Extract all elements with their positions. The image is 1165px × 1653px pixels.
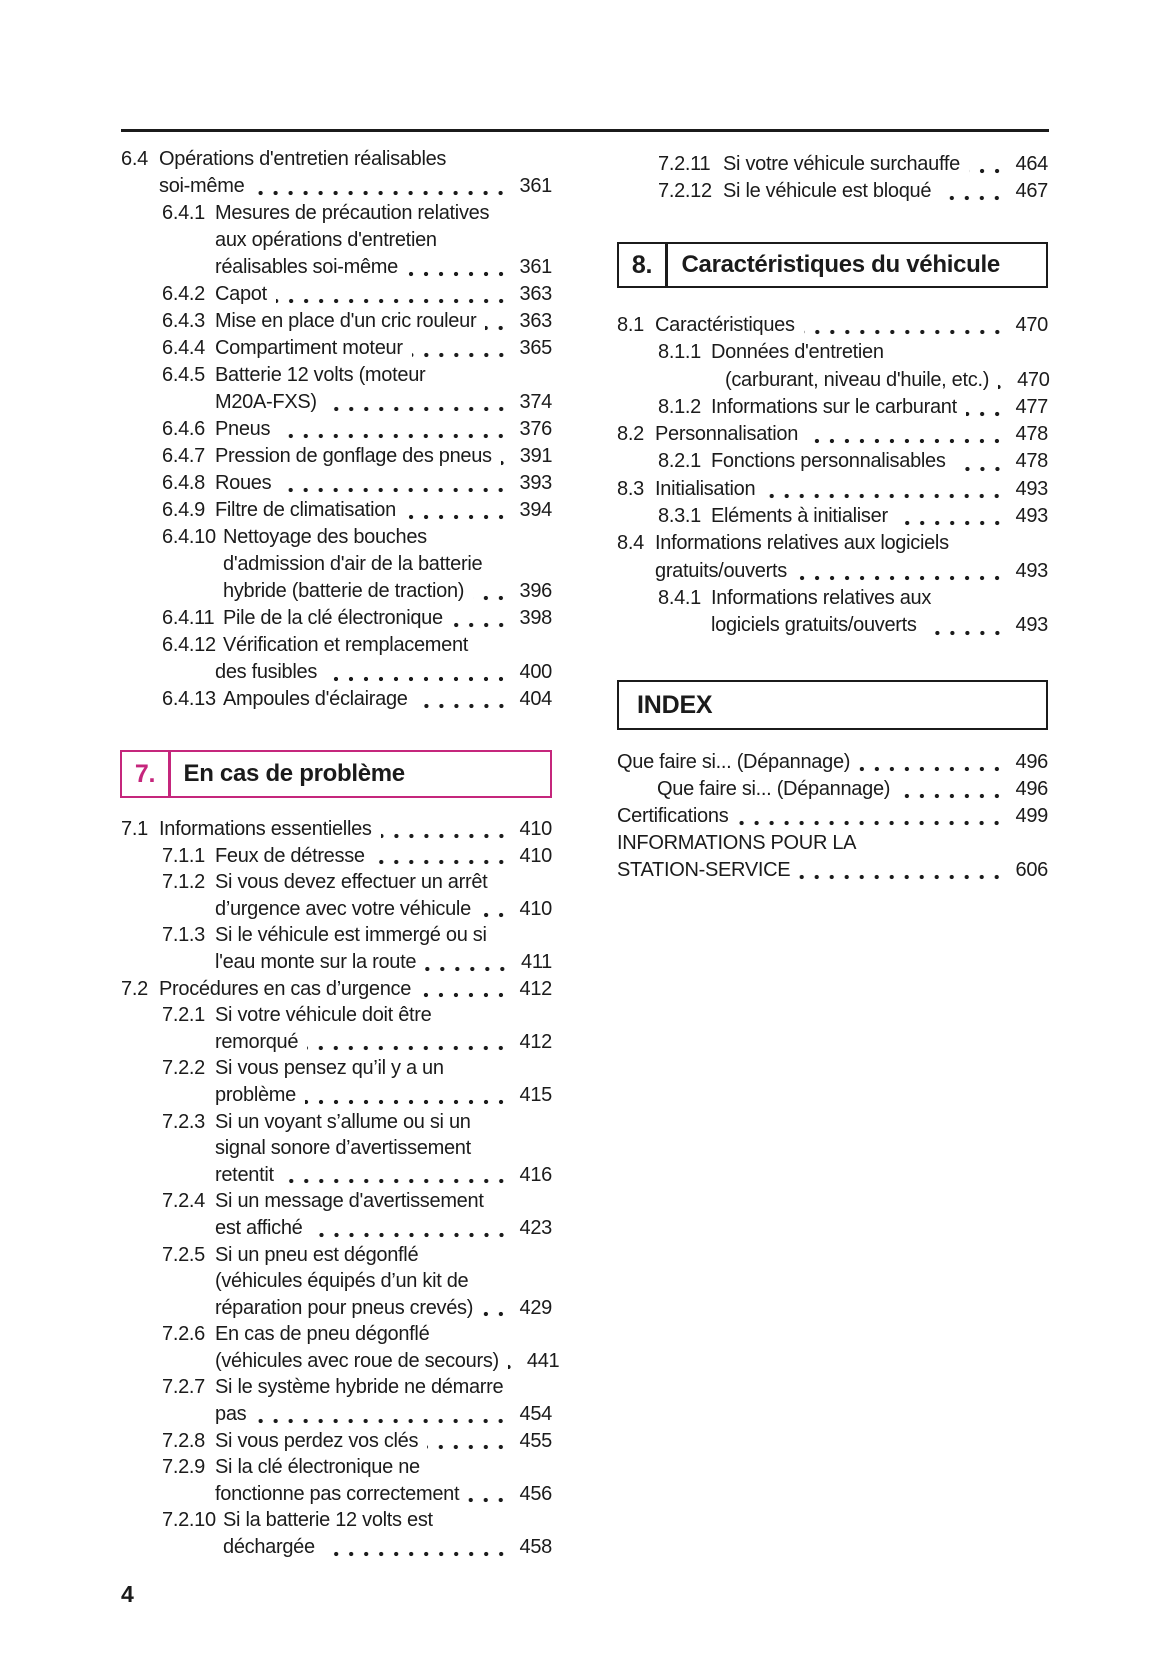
entry-page-number: 456 (519, 1482, 552, 1505)
toc-right-column-upper (617, 151, 1048, 205)
entry-page-number: 441 (526, 1349, 560, 1372)
entry-text: Nettoyage des bouches (223, 526, 427, 548)
toc-entry-line (121, 146, 552, 173)
toc-entry-line (617, 749, 1048, 776)
entry-text: Que faire si... (Dépannage) (617, 751, 851, 773)
dot-leader (276, 281, 509, 308)
entry-text: Données d'entretien (711, 341, 884, 364)
entry-number: 8.1 (617, 314, 644, 336)
dot-leader (420, 976, 508, 1003)
entry-text: Procédures en cas d’urgence (159, 977, 412, 1000)
entry-text: Capot (215, 283, 267, 305)
toc-entry-line (121, 254, 552, 281)
dot-leader (255, 1401, 508, 1428)
toc-entry-line (121, 578, 552, 605)
toc-entry-line (617, 803, 1048, 830)
dot-leader (804, 312, 1005, 339)
entry-page-number: 477 (1015, 395, 1048, 418)
toc-entry-line (121, 335, 552, 362)
entry-number: 6.4.9 (162, 499, 205, 521)
toc-entry-line (121, 1454, 552, 1481)
entry-text: pas (215, 1403, 247, 1426)
entry-text: réalisables soi-même (215, 256, 398, 278)
section-7-heading-box (120, 750, 552, 798)
entry-page-number: 393 (519, 472, 552, 494)
entry-page-number: 361 (519, 175, 552, 197)
entry-number: 7.1.3 (162, 924, 205, 947)
dot-leader (425, 949, 510, 976)
toc-entry-line (121, 200, 552, 227)
entry-text: Informations sur le carburant (711, 395, 957, 418)
entry-number: 6.4 (121, 148, 148, 170)
toc-entry-line (617, 476, 1048, 503)
dot-leader (283, 1162, 509, 1189)
entry-number: 8.3.1 (658, 505, 701, 528)
entry-page-number: 411 (521, 950, 552, 973)
dot-leader (764, 476, 1004, 503)
entry-number: 6.4.1 (162, 202, 205, 224)
entry-number: 6.4.10 (162, 526, 216, 548)
dot-leader (280, 470, 508, 497)
entry-text: réparation pour pneus crevés) (215, 1296, 474, 1319)
entry-page-number: 376 (519, 418, 552, 440)
toc-entry-line (121, 497, 552, 524)
entry-number: 6.4.3 (162, 310, 205, 332)
index-title: INDEX (637, 690, 713, 719)
entry-text: remorqué (215, 1030, 299, 1053)
entry-page-number: 412 (519, 1030, 552, 1053)
entry-page-number: 365 (519, 337, 552, 359)
toc-entry-line (617, 585, 1048, 612)
entry-text: M20A-FXS) (215, 391, 317, 413)
entry-text: Initialisation (655, 477, 756, 500)
entry-text: Personnalisation (655, 423, 799, 446)
entry-text: des fusibles (215, 661, 318, 683)
entry-number: 8.1.2 (658, 395, 701, 418)
toc-entry-line (121, 1162, 552, 1189)
entry-number: 8.3 (617, 477, 644, 500)
entry-page-number: 470 (1015, 314, 1048, 336)
dot-leader (737, 803, 1004, 830)
entry-text: Si votre véhicule surchauffe (723, 153, 960, 175)
dot-leader (407, 254, 509, 281)
entry-text: Pile de la clé électronique (223, 607, 443, 629)
dot-leader (899, 776, 1004, 803)
entry-number: 7.1.1 (162, 844, 205, 867)
section-8-heading-box (617, 242, 1048, 288)
entry-text: Informations relatives aux logiciels (655, 532, 949, 555)
toc-entry-line (121, 1215, 552, 1242)
entry-page-number: 499 (1015, 805, 1048, 827)
entry-text: Mesures de précaution relatives (215, 202, 490, 224)
entry-text: Fonctions personnalisables (711, 450, 946, 473)
entry-text: Si un message d'avertissement (215, 1190, 484, 1213)
toc-entry-line (121, 1507, 552, 1534)
dot-leader (799, 857, 1004, 884)
toc-entry-line (617, 312, 1048, 339)
entry-text: (carburant, niveau d'huile, etc.) (725, 368, 990, 391)
dot-leader (473, 578, 508, 605)
toc-left-column-upper (121, 146, 552, 713)
entry-text: Caractéristiques (655, 314, 795, 336)
entry-page-number: 363 (519, 310, 552, 332)
entry-number: 7.2.3 (162, 1110, 205, 1133)
entry-number: 6.4.13 (162, 688, 216, 710)
entry-text: Si un pneu est dégonflé (215, 1243, 419, 1266)
entry-number: 6.4.4 (162, 337, 205, 359)
entry-page-number: 400 (519, 661, 552, 683)
entry-page-number: 467 (1015, 180, 1048, 202)
entry-text: (véhicules avec roue de secours) (215, 1349, 499, 1372)
toc-entry-line (121, 1321, 552, 1348)
toc-entry-line (121, 551, 552, 578)
toc-entry-line (121, 922, 552, 949)
toc-entry-line (617, 830, 1048, 857)
toc-entry-line (121, 308, 552, 335)
toc-entry-line (617, 394, 1048, 421)
entry-number: 7.2.1 (162, 1004, 205, 1027)
dot-leader (412, 335, 509, 362)
entry-text: d’urgence avec votre véhicule (215, 897, 471, 920)
entry-number: 6.4.2 (162, 283, 205, 305)
entry-page-number: 416 (519, 1163, 552, 1186)
entry-text: fonctionne pas correctement (215, 1482, 460, 1505)
entry-text: l'eau monte sur la route (215, 950, 417, 973)
entry-text: gratuits/ouverts (655, 559, 787, 582)
entry-number: 7.2.12 (658, 180, 712, 202)
section-number: 7. (134, 759, 156, 788)
entry-text: Si vous devez effectuer un arrêt (215, 871, 488, 894)
entry-text: problème (215, 1083, 296, 1106)
toc-entry-line (121, 281, 552, 308)
dot-leader (326, 389, 509, 416)
dot-leader (374, 843, 509, 870)
entry-number: 7.2.4 (162, 1190, 205, 1213)
entry-number: 6.4.5 (162, 364, 205, 386)
dot-leader (508, 1348, 516, 1375)
entry-number: 6.4.8 (162, 472, 205, 494)
dot-leader (253, 173, 508, 200)
toc-entry-line (121, 1428, 552, 1455)
toc-entry-line (121, 1374, 552, 1401)
entry-text: retentit (215, 1163, 274, 1186)
entry-number: 7.2.6 (162, 1323, 205, 1346)
toc-entry-line (121, 1481, 552, 1508)
toc-entry-line (617, 857, 1048, 884)
dot-leader (501, 443, 509, 470)
toc-entry-line (617, 339, 1048, 366)
section-title: Caractéristiques du véhicule (681, 251, 1000, 278)
entry-number: 6.4.7 (162, 445, 205, 467)
dot-leader (859, 749, 1004, 776)
toc-entry-line (121, 362, 552, 389)
entry-number: 7.2.8 (162, 1429, 205, 1452)
toc-entry-line (121, 1295, 552, 1322)
entry-page-number: 415 (519, 1083, 552, 1106)
entry-text: Si la clé électronique ne (215, 1456, 420, 1479)
entry-number: 8.1.1 (658, 341, 701, 364)
dot-leader (482, 1295, 508, 1322)
entry-text: Feux de détresse (215, 844, 365, 867)
toc-entry-line (617, 367, 1048, 394)
dot-leader (324, 1534, 509, 1561)
entry-text: STATION-SERVICE (617, 859, 791, 881)
toc-entry-line (121, 173, 552, 200)
dot-leader (807, 421, 1004, 448)
toc-entry-line (121, 686, 552, 713)
toc-entry-line (121, 389, 552, 416)
entry-page-number: 606 (1015, 859, 1048, 881)
entry-text: Si un voyant s’allume ou si un (215, 1110, 471, 1133)
entry-number: 7.2.7 (162, 1376, 205, 1399)
toc-entry-line (121, 976, 552, 1003)
entry-text: Pneus (215, 418, 271, 440)
toc-entry-line (121, 632, 552, 659)
dot-leader (926, 612, 1005, 639)
dot-leader (485, 308, 508, 335)
entry-page-number: 478 (1015, 450, 1048, 473)
toc-entry-line (617, 421, 1048, 448)
toc-entry-line (617, 503, 1048, 530)
dot-leader (969, 151, 1005, 178)
dot-leader (307, 1029, 508, 1056)
entry-text: (véhicules équipés d’un kit de (215, 1270, 469, 1293)
toc-entry-line (121, 227, 552, 254)
entry-text: INFORMATIONS POUR LA (617, 832, 857, 854)
toc-entry-line (121, 659, 552, 686)
entry-page-number: 374 (519, 391, 552, 413)
entry-number: 8.2 (617, 423, 644, 446)
entry-number: 8.4.1 (658, 586, 701, 609)
entry-text: Compartiment moteur (215, 337, 403, 359)
dot-leader (427, 1428, 508, 1455)
entry-text: Opérations d'entretien réalisables (159, 148, 447, 170)
toc-entry-line (121, 1188, 552, 1215)
entry-page-number: 412 (519, 977, 552, 1000)
toc-entry-line (121, 1401, 552, 1428)
entry-page-number: 361 (519, 256, 552, 278)
entry-text: Que faire si... (Dépannage) (657, 778, 891, 800)
entry-number: 7.2.10 (162, 1509, 216, 1532)
toc-entry-line (617, 448, 1048, 475)
entry-text: Mise en place d'un cric rouleur (215, 310, 477, 332)
entry-page-number: 458 (519, 1536, 552, 1559)
toc-index-entries (617, 749, 1048, 884)
entry-text: Si votre véhicule doit être (215, 1004, 432, 1027)
dot-leader (966, 394, 1005, 421)
entry-page-number: 398 (519, 607, 552, 629)
entry-number: 7.2 (121, 977, 148, 1000)
entry-number: 7.2.11 (658, 153, 711, 175)
entry-page-number: 429 (519, 1296, 552, 1319)
entry-page-number: 470 (1017, 368, 1050, 391)
dot-leader (940, 178, 1004, 205)
entry-text: Si le véhicule est bloqué (723, 180, 932, 202)
entry-text: Si le système hybride ne démarre (215, 1376, 504, 1399)
toc-entry-line (617, 151, 1048, 178)
toc-entry-line (121, 1268, 552, 1295)
header-rule (121, 129, 1049, 132)
entry-text: Vérification et remplacement (223, 634, 469, 656)
entry-text: Si la batterie 12 volts est (223, 1509, 433, 1532)
toc-entry-line (121, 1242, 552, 1269)
entry-text: hybride (batterie de traction) (223, 580, 465, 602)
toc-right-column-middle (617, 312, 1048, 640)
dot-leader (796, 558, 1005, 585)
toc-entry-line (121, 1135, 552, 1162)
section-number: 8. (631, 250, 653, 279)
dot-leader (381, 816, 509, 843)
toc-entry-line (121, 443, 552, 470)
entry-page-number: 493 (1015, 559, 1048, 582)
dot-leader (417, 686, 509, 713)
toc-entry-line (121, 416, 552, 443)
page-number: 4 (121, 1581, 134, 1607)
entry-text: Eléments à initialiser (711, 505, 888, 528)
toc-entry-line (121, 949, 552, 976)
dot-leader (897, 503, 1005, 530)
toc-entry-line (617, 178, 1048, 205)
entry-text: Si vous perdez vos clés (215, 1429, 419, 1452)
entry-number: 7.1 (121, 818, 148, 840)
dot-leader (305, 1082, 509, 1109)
entry-text: signal sonore d’avertissement (215, 1137, 471, 1160)
toc-entry-line (121, 1002, 552, 1029)
entry-text: Informations essentielles (159, 818, 372, 840)
entry-page-number: 454 (519, 1403, 552, 1426)
toc-entry-line (121, 896, 552, 923)
section-title: En cas de problème (183, 760, 405, 787)
entry-text: Si le véhicule est immergé ou si (215, 924, 487, 947)
dot-leader (998, 367, 1006, 394)
toc-entry-line (121, 605, 552, 632)
entry-number: 7.2.9 (162, 1456, 205, 1479)
entry-page-number: 493 (1015, 505, 1048, 528)
entry-number: 8.2.1 (658, 450, 701, 473)
toc-entry-line (617, 776, 1048, 803)
entry-number: 6.4.12 (162, 634, 216, 656)
toc-entry-line (617, 612, 1048, 639)
entry-text: soi-même (159, 175, 245, 197)
toc-entry-line (121, 1534, 552, 1561)
entry-number: 7.2.5 (162, 1243, 205, 1266)
toc-entry-line (121, 1029, 552, 1056)
entry-text: déchargée (223, 1536, 315, 1559)
entry-text: Ampoules d'éclairage (223, 688, 408, 710)
entry-page-number: 496 (1015, 751, 1048, 773)
dot-leader (468, 1481, 508, 1508)
entry-text: aux opérations d'entretien (215, 229, 437, 251)
entry-text: Filtre de climatisation (215, 499, 396, 521)
toc-entry-line (121, 470, 552, 497)
toc-entry-line (617, 530, 1048, 557)
toc-left-column-lower (121, 816, 560, 1561)
entry-page-number: 493 (1015, 477, 1048, 500)
entry-text: Informations relatives aux (711, 586, 932, 609)
toc-entry-line (121, 1109, 552, 1136)
entry-text: est affiché (215, 1216, 303, 1239)
toc-entry-line (121, 1348, 560, 1375)
toc-entry-line (121, 869, 552, 896)
toc-entry-line (121, 1082, 552, 1109)
toc-entry-line (121, 843, 552, 870)
entry-page-number: 410 (519, 897, 552, 920)
entry-number: 7.1.2 (162, 871, 205, 894)
entry-page-number: 455 (519, 1429, 552, 1452)
dot-leader (480, 896, 509, 923)
entry-text: Pression de gonflage des pneus (215, 445, 492, 467)
dot-leader (312, 1215, 509, 1242)
entry-number: 8.4 (617, 532, 644, 555)
entry-page-number: 410 (519, 844, 552, 867)
entry-page-number: 496 (1015, 778, 1048, 800)
dot-leader (405, 497, 509, 524)
entry-text: Batterie 12 volts (moteur (215, 364, 426, 386)
entry-page-number: 363 (519, 283, 552, 305)
entry-page-number: 493 (1015, 614, 1048, 637)
dot-leader (279, 416, 508, 443)
entry-page-number: 394 (519, 499, 552, 521)
toc-entry-line (617, 558, 1048, 585)
entry-page-number: 410 (519, 818, 552, 840)
dot-leader (955, 448, 1005, 475)
entry-text: logiciels gratuits/ouverts (711, 614, 917, 637)
entry-number: 6.4.11 (162, 607, 215, 629)
index-heading-box (617, 680, 1048, 730)
entry-number: 7.2.2 (162, 1057, 205, 1080)
dot-leader (326, 659, 509, 686)
entry-text: Si vous pensez qu’il y a un (215, 1057, 444, 1080)
entry-text: d'admission d'air de la batterie (223, 553, 483, 575)
toc-entry-line (121, 524, 552, 551)
toc-entry-line (121, 816, 552, 843)
toc-entry-line (121, 1055, 552, 1082)
entry-page-number: 464 (1015, 153, 1048, 175)
entry-number: 6.4.6 (162, 418, 205, 440)
entry-page-number: 391 (519, 445, 553, 467)
entry-text: Roues (215, 472, 272, 494)
entry-page-number: 478 (1015, 423, 1048, 446)
entry-page-number: 396 (519, 580, 552, 602)
entry-text: En cas de pneu dégonflé (215, 1323, 430, 1346)
entry-page-number: 404 (519, 688, 552, 710)
dot-leader (452, 605, 509, 632)
entry-page-number: 423 (519, 1216, 552, 1239)
entry-text: Certifications (617, 805, 729, 827)
